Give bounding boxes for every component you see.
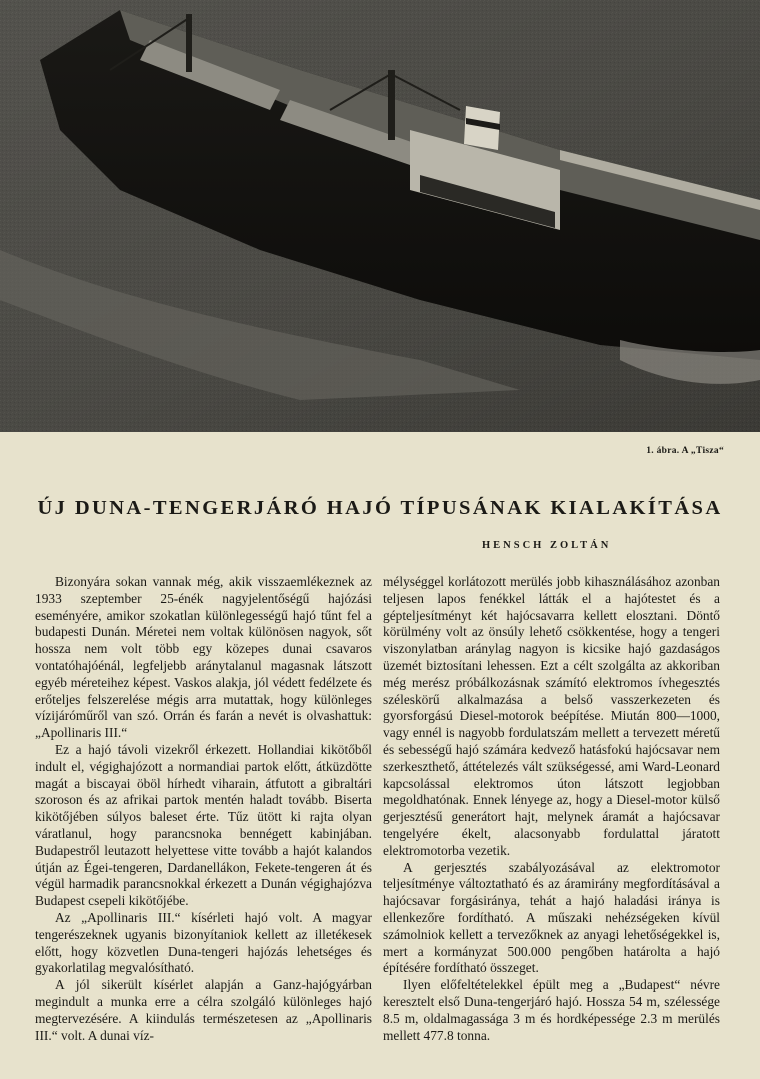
ship-photo-drawing bbox=[0, 0, 760, 432]
text-column-left bbox=[35, 574, 372, 1044]
paragraph: mélységgel korlátozott merülés jobb kihasználásához azonban teljesen lapos fenékkel látták el a hajótestet és a gépteljesítményt két hajócsavarra kellett elosztani. Döntő körülmény volt az önsúly lehető csökkentése, hogy a tengeri viszonylatban aránylag nagyon is kicsike hajó gazdaságos üzemét biztosítani lehessen. Ezt a célt szolgálta az akkoriban még merész próbálkozásnak számító elektromos ívhegesztés széleskörű alkalmazása a belső vasszerkezeten és gyorsforgású Diesel-motorok beépítése. Miután 800—1000, vagy ennél is nagyobb fordulatszám mellett a tervezett méretű és sebességű hajó számára kedvező hatásfokú hajócsavar nem szerkeszthető, áttételezés vált szükségessé, ami Ward-Leonard kapcsolással elektromos úton látszott legjobban megoldhatónak. Ennek lényege az, hogy a Diesel-motor külső gerjesztésű generátort hajt, melynek áramát a hajócsavar tengelyére ékelt, alacsonyabb fordulattal járatott elektromotorba vezetik. bbox=[383, 574, 720, 858]
text-column-right bbox=[383, 574, 720, 1044]
ship-mast bbox=[186, 14, 192, 72]
paragraph: A jól sikerült kísérlet alapján a Ganz-hajógyárban megindult a munka erre a célra szolgáló különleges hajó megtervezésére. A kiindulás természetesen az „Apollinaris III.“ volt. A dunai víz- bbox=[35, 977, 372, 1043]
paragraph: Bizonyára sokan vannak még, akik visszaemlékeznek az 1933 szeptember 25-énék nagyjelentőségű hajózási eseményére, amikor szokatlan különlegességű hajó tűnt fel a budapesti Dunán. Méretei nem voltak különösen nagyok, sőt hossza nem volt több egy közepes dunai csavaros vontatóhajóénál, legfeljebb aránytalanul magasnak látszott egyéb méreteihez képest. Vaskos alakja, jól védett fedélzete és erőteljes felszerelése mégis arra mutattak, hogy különleges vízijáróműről van szó. Orrán és farán a nevét is olvashattuk: „Apollinaris III.“ bbox=[35, 574, 372, 741]
paragraph: A gerjesztés szabályozásával az elektromotor teljesítménye változtatható és az áramirány megfordításával a hajócsavar forgásiránya, tehát a hajó haladási iránya is ellenkezőre fordítható. A műszaki nehézségeken kívül számolniok kellett a tervezőknek az anyagi lehetőségekkel is, mert a kormányzat 500.000 pengőben határolta a hajó építésére fordítható összeget. bbox=[383, 859, 720, 976]
ship-photo bbox=[0, 0, 760, 432]
paragraph: Az „Apollinaris III.“ kísérleti hajó volt. A magyar tengerészeknek ugyanis bizonyítaniok kellett az illetékesek előtt, hogy közvetlen Duna-tengeri hajózás lehetséges és gyakorlatilag megvalósítható. bbox=[35, 909, 372, 976]
article-title: ÚJ DUNA-TENGERJÁRÓ HAJÓ TÍPUSÁNAK KIALAKÍTÁSA bbox=[37, 497, 723, 519]
ship-mast bbox=[388, 70, 395, 140]
article-author: HENSCH ZOLTÁN bbox=[482, 540, 612, 551]
figure-caption: 1. ábra. A „Tisza“ bbox=[646, 446, 724, 456]
paragraph: Ilyen előfeltételekkel épült meg a „Budapest“ névre keresztelt első Duna-tengerjáró hajó. Hossza 54 m, szélessége 8.5 m, oldalmagassága 3 m és hordképessége 2.3 m merülés mellett 477.8 tonna. bbox=[383, 977, 720, 1043]
paragraph: Ez a hajó távoli vizekről érkezett. Hollandiai kikötőből indult el, végighajózott a normandiai partok előtt, átküzdötte magát a biscayai öböl hírhedt viharain, átfutott a gibraltári szoroson és az afrikai partok mentén haladt tovább. Biserta kikötőjében súlyos baleset érte. Tűz ütött ki rajta olyan váratlanul, hogy parancsnoka bennégett kabinjában. Budapestről leutazott helyettese vitte tovább a hajót kalandos útján az Égei-tengeren, Dardanellákon, Fekete-tengeren át és végül harmadik parancsnokkal érkezett a Dunán végighajózva Budapest csepeli kikötőjébe. bbox=[35, 741, 372, 909]
